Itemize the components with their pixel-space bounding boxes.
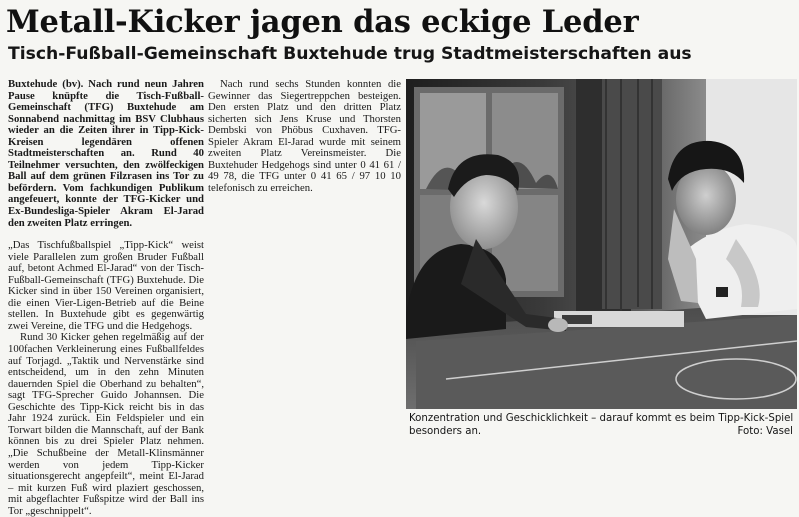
lead-paragraph: Buxtehude (bv). Nach rund neun Jahren Pause knüpfte die Tisch-Fußball-Gemeinschaft (TFG) Buxtehude am Sonnabend nachmittag im BSV Clubhaus wieder an die Zeiten ihrer in Tipp-Kick-Kreisen legendären offenen Stadtmeisterschaften an. Rund 40 Teilnehmer versuchten, den zwölfeckigen Ball auf dem grünen Filzrasen ins Tor zu befördern. Vom fachkundigen Publikum angefeuert, konnte der TFG-Kicker und Ex-Bundesliga-Spieler Akram El-Jarad den zweiten Platz erringen.	[8, 78, 204, 229]
text-column-2	[208, 79, 401, 194]
headline: Metall-Kicker jagen das eckige Leder	[6, 4, 639, 40]
body-paragraph-2: Rund 30 Kicker gehen regelmäßig auf der 100fachen Verkleinerung eines Fußballfeldes auf Torjagd. „Taktik und Nervenstärke sind entscheidend, um in den zehn Minuten dauernden Spiel die Oberhand zu behalten“, sagt TFG-Sprecher Guido Johannsen. Die Geschichte des Tipp-Kick reicht bis in das Jahr 1924 zurück. Ein Feldspieler und ein Torwart bilden die Mannschaft, auf der Bank können bis zu drei Spieler Platz nehmen. „Die Schußbeine der Metall-Klinsmänner werden von jedem Tipp-Kicker situationsgerecht angepfeilt“, meint El-Jarad – mit kurzen Fuß wird plaziert geschossen, mit abgeflachter Fußspitze wird der Ball ins Tor „geschnippelt“.	[8, 331, 204, 517]
text-column-1	[8, 79, 204, 517]
news-photo	[406, 79, 797, 409]
body-paragraph-1: „Das Tischfußballspiel „Tipp-Kick“ weist viele Parallelen zum großen Bruder Fußball auf, betont Achmed El-Jarad“ von der Tisch-Fußball-Gemeinschaft (TFG) Buxtehude. Die Kicker sind in über 150 Vereinen organisiert, die einen Vier-Ligen-Betrieb auf die Beine stellen. In Buxtehude gibt es gegenwärtig zwei Vereine, die TFG und die Hedgehogs.	[8, 239, 204, 332]
photo-caption	[409, 413, 795, 438]
subheadline: Tisch-Fußball-Gemeinschaft Buxtehude trug Stadtmeisterschaften aus	[8, 44, 692, 64]
caption-text: Konzentration und Geschicklichkeit – darauf kommt es beim Tipp-Kick-Spiel besonders an.	[409, 413, 794, 437]
photo-credit: Foto: Vasel	[737, 425, 793, 437]
tipp-kick-players-photo	[406, 79, 797, 409]
body-paragraph-3: Nach rund sechs Stunden konnten die Gewinner das Siegertreppchen besteigen. Den ersten Platz und den dritten Platz sicherten sich Jens Kruse und Thorsten Dembski von Phöbus Cuxhaven. TFG-Spieler Akram El-Jarad wurde mit seinem zweiten Platz Vereinsmeister. Die Buxtehuder Hedgehogs sind unter 0 41 61 / 49 78, die TFG unter 0 41 65 / 97 10 10 telefonisch zu erreichen.	[208, 78, 401, 194]
